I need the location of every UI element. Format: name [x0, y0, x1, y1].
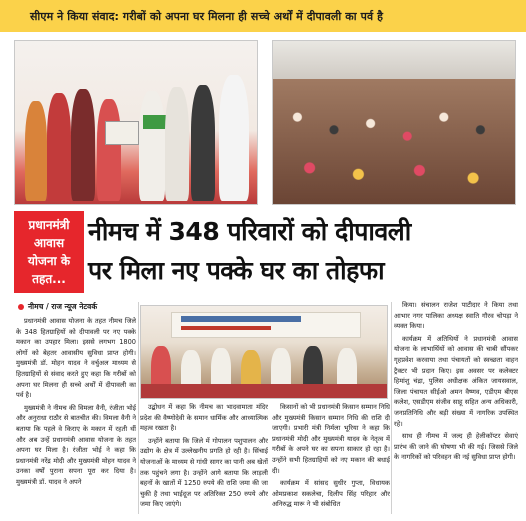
- article-column-1: [16, 316, 136, 516]
- section-kicker: [14, 211, 84, 293]
- headline-line-2: पर मिला नए पक्के घर का तोहफा: [88, 256, 385, 285]
- paragraph: साथ ही नीमच में जल्द ही हेलीकॉप्टर सेवाएं प्रारंभ की जाने की घोषणा भी की गई। जिससे जिले के नागरिकों को परिवहन की नई सुविधा प्राप्त होगी।: [394, 432, 518, 462]
- main-headline: [88, 212, 518, 290]
- article-column-3: [272, 402, 390, 516]
- dateline-bullet-icon: [18, 304, 24, 310]
- paragraph: प्रधानमंत्री आवास योजना के तहत नीमच जिले के 348 हितग्राहियों को दीपावली पर नए पक्के मकान का उपहार मिला। इससे लगभग 1800 लोगों को बेहतर आवासीय सुविधा प्राप्त होगी। मुख्यमंत्री डॉ. मोहन यादव ने वर्चुअल माध्यम से हितग्राहियों से संवाद करते हुए कहा कि गरीबों को अपना घर मिलना ही सच्चे अर्थों में दीपावली का पर्व है।: [16, 317, 136, 400]
- headline-line-1: नीमच में 348 परिवारों को दीपावली: [88, 217, 411, 246]
- column-divider: [138, 302, 139, 514]
- article-column-2: [140, 402, 268, 516]
- paragraph: कार्यक्रम में अतिथियों ने प्रधानमंत्री आवास योजना के लाभार्थियों को आवास की चाबी सौंपकर गृहप्रवेश करवाया तथा पंचायतों को स्वच्छता वाहन ट्रैक्टर भी प्रदान किए। इस अवसर पर कलेक्टर हिमांशु चंद्रा, पुलिस अधीक्षक अंकित जायसवाल, जिला पंचायत सीईओ अमन वैष्णव, एडीएम बीएस कलेश, एसडीएम संजीव साहू सहित अन्य अधिकारी, जनप्रतिनिधि और बड़ी संख्या में नागरिक उपस्थित रहे।: [394, 334, 518, 428]
- top-strip: [0, 0, 526, 32]
- paragraph: मुख्यमंत्री ने नीमच की विमला वैनी, रंजीता भोई और अनुराधा राठौर से बातचीत की। विमला वैनी ने बताया कि पहले वे किराए के मकान में रहती थीं और अब उन्हें प्रधानमंत्री आवास योजना के तहत अपना घर मिला है। रंजीता भोई ने कहा कि प्रधानमंत्री नरेंद्र मोदी और मुख्यमंत्री मोहन यादव ने उनका वर्षों पुराना सपना पूरा कर दिया है। मुख्यमंत्री डॉ. यादव ने अपने: [16, 403, 136, 486]
- article-column-4: [394, 300, 518, 516]
- paragraph: उद्बोधन में कहा कि नीमच का भादवामाता मंदिर प्रदेश की वैष्णोदेवी के समान धार्मिक और आध्यात्मिक महत्व रखता है।: [140, 403, 268, 433]
- dateline-text: नीमच / राज न्यूज नेटवर्क: [28, 302, 98, 311]
- audience-photo: [272, 40, 516, 205]
- kicker-text: प्रधानमंत्री आवास योजना के तहत...: [27, 218, 71, 286]
- ceremony-photo: [14, 40, 258, 205]
- dateline: [18, 302, 136, 312]
- paragraph: उन्होंने बताया कि जिले में गोपालन पशुपालन और उद्योग के क्षेत्र में उल्लेखनीय प्रगति हो रही है। सिंचाई योजनाओं के माध्यम से गांधी सागर का पानी अब खेतों तक पहुंचने लगा है। उन्होंने आगे बताया कि लाड़ली बहनों के खातों में 1250 रुपये की राशि जमा की जा चुकी है तथा भाईदूज पर अतिरिक्त 250 रुपये और जमा किए जाएंगे।: [140, 436, 268, 509]
- column-divider: [391, 302, 392, 514]
- paragraph: किसानों को भी प्रधानमंत्री किसान सम्मान निधि और मुख्यमंत्री किसान सम्मान निधि की राशि दी जाएगी। प्रभारी मंत्री निर्मला भूरिया ने कहा कि प्रधानमंत्री मोदी और मुख्यमंत्री यादव के नेतृत्व में गरीबों के अपने घर का सपना साकार हो रहा है। उन्होंने सभी हितग्राहियों को नए मकान की बधाई दी।: [272, 403, 390, 475]
- stage-photo: [140, 305, 388, 399]
- strip-headline: सीएम ने किया संवाद: गरीबों को अपना घर मिलना ही सच्चे अर्थों में दीपावली का पर्व है: [30, 9, 384, 23]
- paragraph: किया। संचालन राजेश पाटीदार ने किया तथा आभार नगर पालिका अध्यक्ष स्वाति गौरव चोपड़ा ने व्यक्त किया।: [394, 301, 518, 331]
- paragraph: कार्यक्रम में सांसद सुधीर गुप्ता, विधायक ओमप्रकाश सकलेचा, दिलीप सिंह परिहार और अनिरुद्ध मारू ने भी संबोधित: [272, 479, 390, 509]
